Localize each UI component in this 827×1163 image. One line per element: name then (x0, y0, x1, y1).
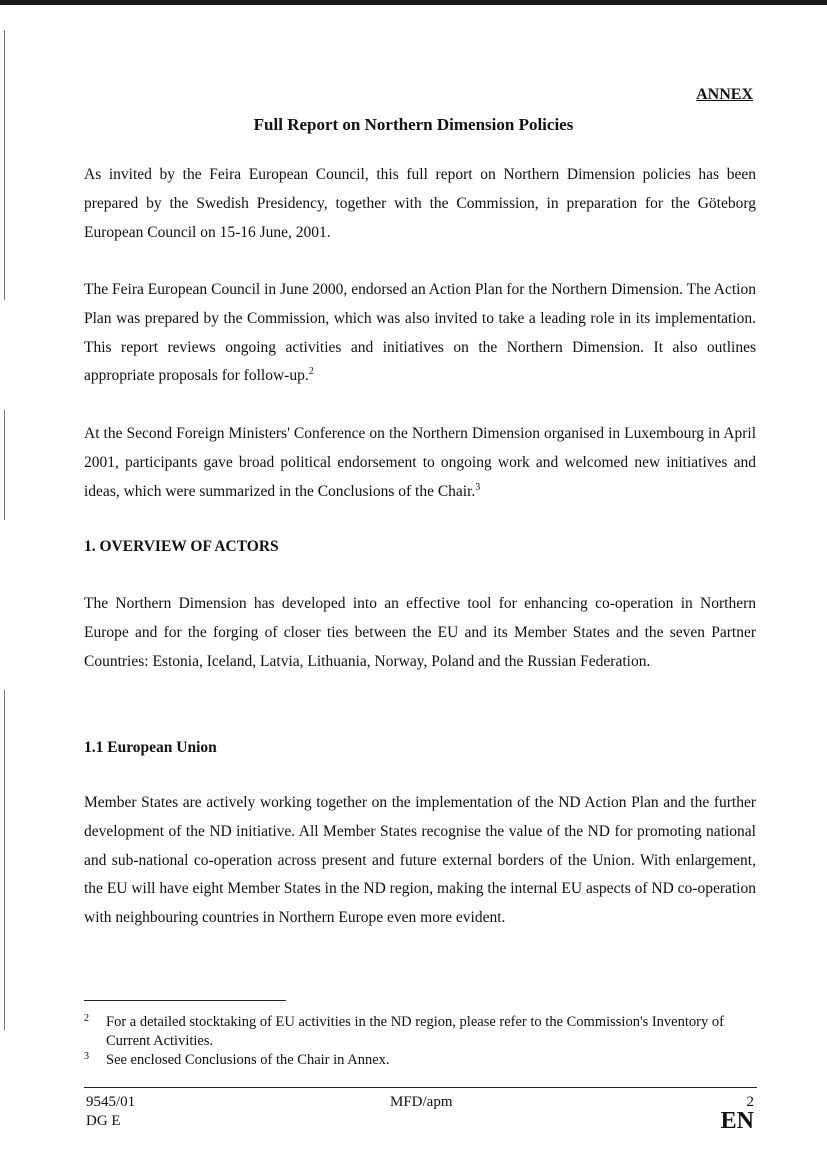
scan-margin-line (4, 410, 5, 520)
footnote-text: For a detailed stocktaking of EU activities in the ND region, please refer to the Commission's Inventory of Current Activities. (106, 1014, 724, 1049)
footnote-number: 3 (84, 1051, 89, 1062)
scan-margin-line (4, 30, 5, 300)
paragraph-conference-text: At the Second Foreign Ministers' Conference on the Northern Dimension organised in Luxembourg in April 2001, participants gave broad political endorsement to ongoing work and welcomed new initiatives and ideas, which were summarized in the Conclusions of the Chair. (84, 425, 756, 500)
footer-doc-number: 9545/01 (86, 1094, 136, 1110)
paragraph-intro: As invited by the Feira European Council, this full report on Northern Dimension policies has been prepared by the Swedish Presidency, together with the Commission, in preparation for the Göteborg European Council on 15-16 June, 2001. (84, 166, 756, 241)
footnote-2 (84, 1013, 756, 1051)
footer-language-code: EN (720, 1108, 754, 1134)
subsection-heading-eu: 1.1 European Union (84, 739, 217, 756)
paragraph-action-plan (84, 276, 756, 391)
annex-label: ANNEX (696, 86, 753, 103)
footer-dept: DG E (86, 1113, 121, 1129)
footnote-text: See enclosed Conclusions of the Chair in Annex. (106, 1052, 390, 1068)
paragraph-action-plan-text: The Feira European Council in June 2000, endorsed an Action Plan for the Northern Dimension. The Action Plan was prepared by the Commission, which was also invited to take a leading role in its implementation. This report reviews ongoing activities and initiatives on the Northern Dimension. It also outlines appropriate proposals for follow-up. (84, 281, 756, 385)
footnote-number: 2 (84, 1013, 89, 1024)
section-heading-overview: 1. OVERVIEW OF ACTORS (84, 538, 279, 555)
footer-reference: MFD/apm (390, 1094, 453, 1110)
paragraph-member-states: Member States are actively working together on the implementation of the ND Action Plan and the further development of the ND initiative. All Member States recognise the value of the ND for promoting national and sub-national co-operation across present and future external borders of the Union. With enlargement, the EU will have eight Member States in the ND region, making the internal EU aspects of ND co-operation with neighbouring countries in Northern Europe even more evident. (84, 794, 756, 927)
paragraph-conference (84, 420, 756, 506)
footer-page-number: 2 (746, 1094, 754, 1110)
footnote-ref-2: 2 (308, 366, 314, 378)
top-border-line (0, 0, 827, 5)
footnote-ref-3: 3 (475, 481, 481, 493)
scan-margin-line (4, 690, 5, 1030)
footnote-separator (84, 1000, 286, 1001)
paragraph-overview: The Northern Dimension has developed into an effective tool for enhancing co-operation in Northern Europe and for the forging of closer ties between the EU and its Member States and the seven Partner Countries: Estonia, Iceland, Latvia, Lithuania, Norway, Poland and the Russian Federation. (84, 595, 756, 670)
footnote-3 (84, 1051, 756, 1070)
page-title: Full Report on Northern Dimension Policies (253, 115, 574, 134)
footer-separator (84, 1087, 757, 1088)
